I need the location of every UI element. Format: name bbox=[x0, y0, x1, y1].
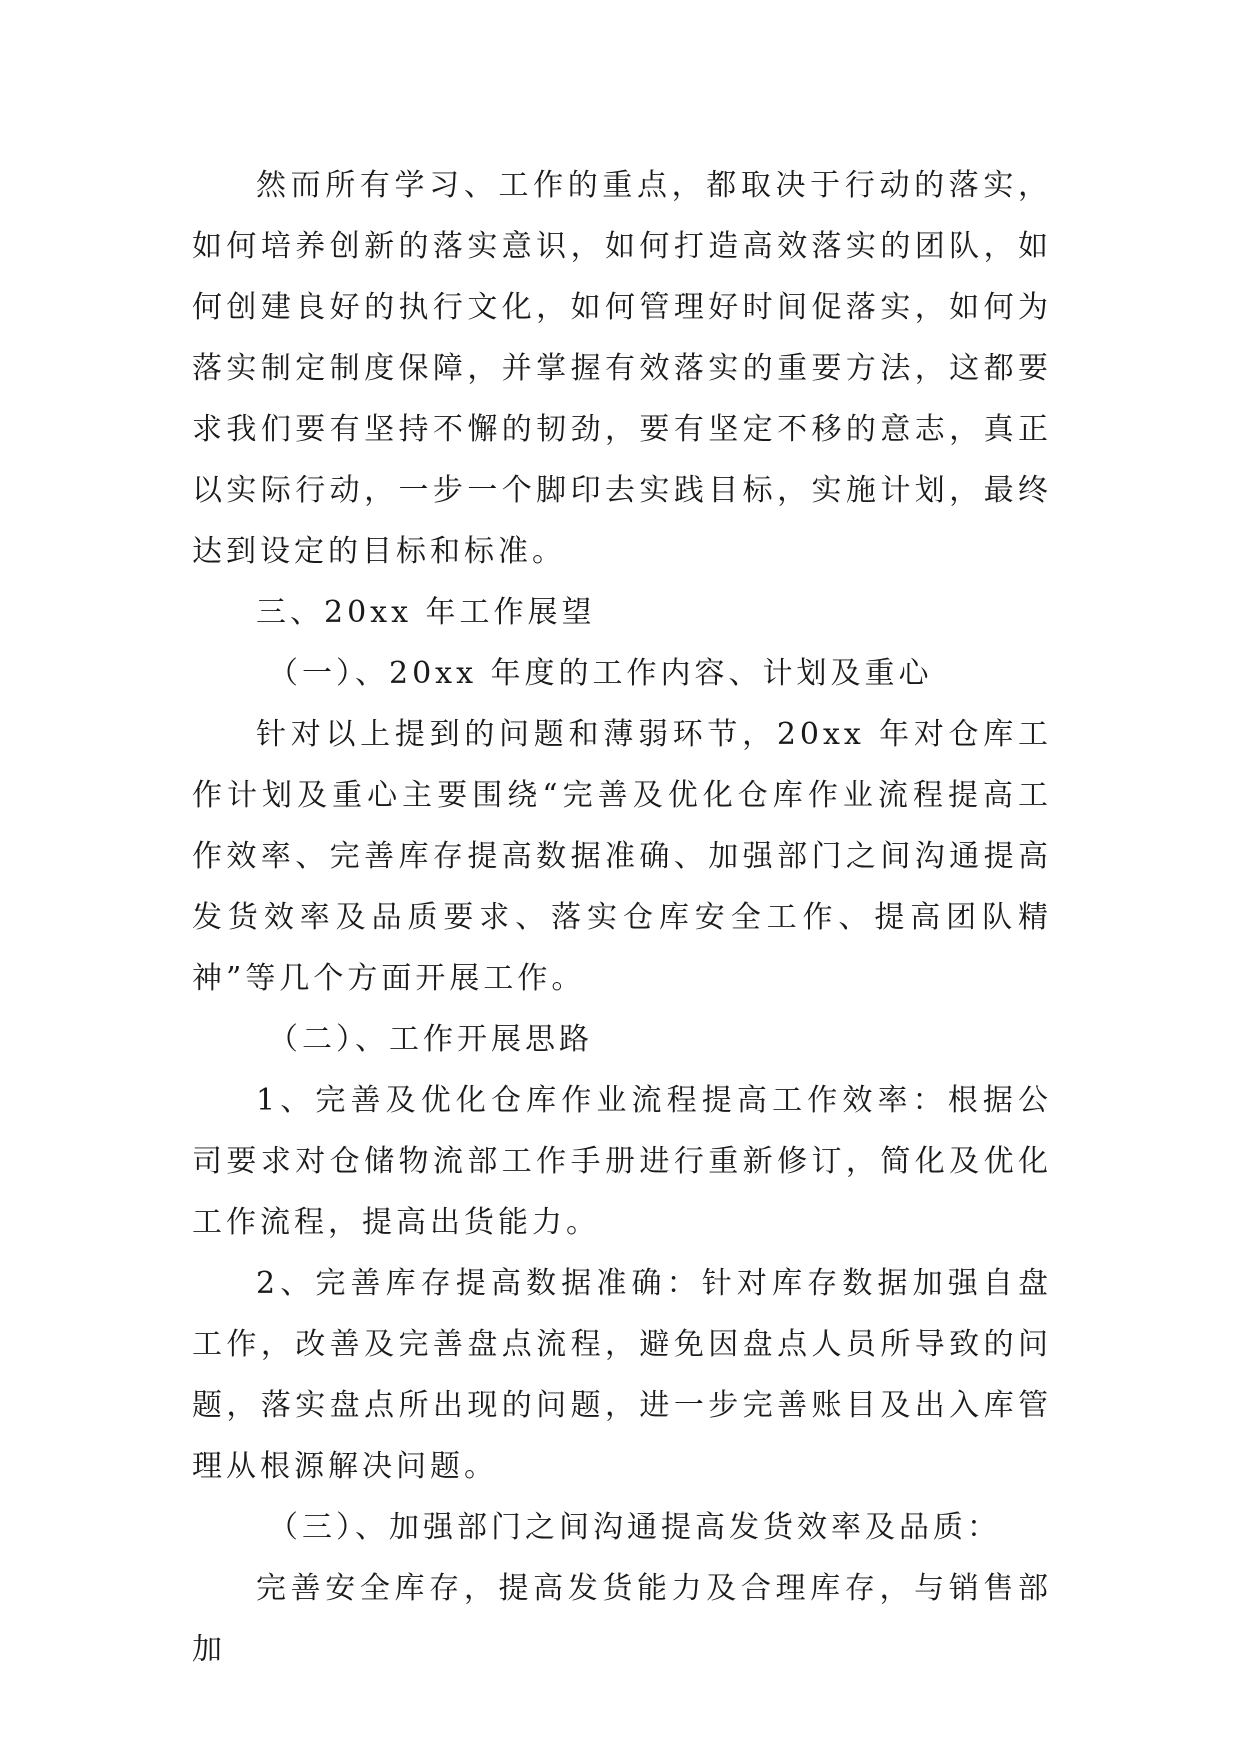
subheading-communication: （三）、加强部门之间沟通提高发货效率及品质： bbox=[268, 1510, 1001, 1545]
section-heading-outlook: 三、20xx 年工作展望 bbox=[256, 595, 596, 630]
paragraph-implementation: 然而所有学习、工作的重点，都取决于行动的落实，如何培养创新的落实意识，如何打造高效落实的团队，如何创建良好的执行文化，如何管理好时间促落实，如何为落实制定制度保障，并掌握有效落实的重要方法，这都要求我们要有坚持不懈的韧劲，要有坚定不移的意志，真正以实际行动，一步一个脚印去实践目标，实施计划，最终达到设定的目标和标准。 bbox=[192, 168, 1052, 569]
document-body bbox=[192, 155, 1052, 1680]
subheading-work-plan: （一）、20xx 年度的工作内容、计划及重心 bbox=[268, 656, 933, 691]
subheading-work-approach: （二）、工作开展思路 bbox=[268, 1022, 593, 1057]
paragraph-approach-2: 2、完善库存提高数据准确：针对库存数据加强自盘工作，改善及完善盘点流程，避免因盘点人员所导致的问题，落实盘点所出现的问题，进一步完善账目及出入库管理从根源解决问题。 bbox=[192, 1266, 1052, 1484]
paragraph-work-plan: 针对以上提到的问题和薄弱环节，20xx 年对仓库工作计划及重心主要围绕“完善及优化仓库作业流程提高工作效率、完善库存提高数据准确、加强部门之间沟通提高发货效率及品质要求、落实仓库安全工作、提高团队精神”等几个方面开展工作。 bbox=[192, 717, 1052, 996]
paragraph-safety-stock: 完善安全库存，提高发货能力及合理库存，与销售部加 bbox=[192, 1571, 1052, 1667]
paragraph-approach-1: 1、完善及优化仓库作业流程提高工作效率：根据公司要求对仓储物流部工作手册进行重新修订，简化及优化工作流程，提高出货能力。 bbox=[192, 1083, 1052, 1240]
